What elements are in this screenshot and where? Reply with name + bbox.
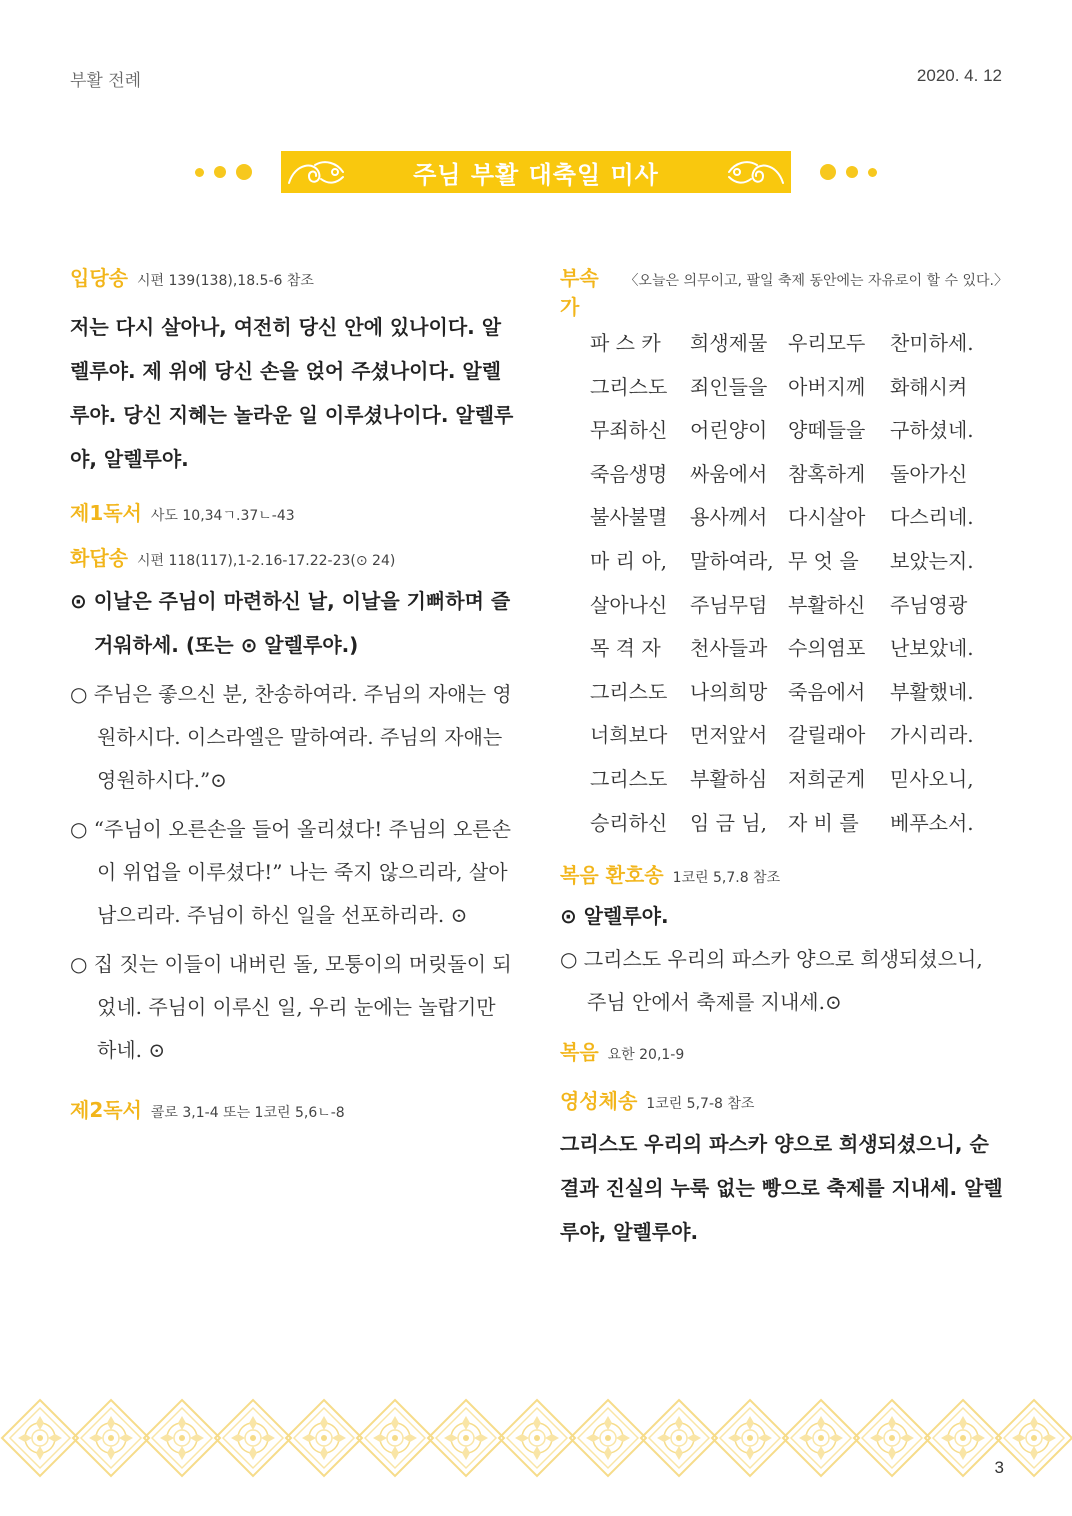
sequence-phrase: 난보았네. xyxy=(890,636,974,661)
sequence-heading xyxy=(560,262,1008,320)
pattern-tile xyxy=(73,1400,149,1476)
sequence-line xyxy=(560,584,1008,628)
section-reference: 사도 10,34ㄱ.37ㄴ-43 xyxy=(150,508,295,524)
sequence-line xyxy=(560,322,1008,366)
banner-dots-right xyxy=(820,150,877,194)
section-title: 화답송 xyxy=(70,546,128,570)
psalm-response: ⊙ 이날은 주님이 마련하신 날, 이날을 기뻐하며 즐거워하세. (또는 ⊙ 알렐루야.) xyxy=(70,589,511,657)
psalm-verse: ○ 집 짓는 이들이 내버린 돌, 모퉁이의 머릿돌이 되었네. 주님이 이루신 일, 우리 눈에는 놀랍기만 하네. ⊙ xyxy=(70,952,512,1062)
decorative-pattern-band xyxy=(0,1398,1072,1478)
sequence-phrase: 자 비 를 xyxy=(788,810,859,835)
pattern-tile xyxy=(144,1400,220,1476)
sequence-phrase: 그리스도 xyxy=(590,766,668,791)
sequence-phrase: 베푸소서. xyxy=(890,810,974,835)
pattern-tile xyxy=(925,1400,1001,1476)
sequence-phrase: 천사들과 xyxy=(690,636,768,661)
sequence-phrase: 부활하심 xyxy=(690,766,768,791)
psalm-heading xyxy=(70,542,520,571)
entrance-antiphon-heading xyxy=(70,262,520,291)
sequence-phrase: 주님영광 xyxy=(890,592,968,617)
section-title: 제1독서 xyxy=(70,501,142,525)
page-number: 3 xyxy=(994,1458,1004,1477)
sequence-phrase: 희생제물 xyxy=(690,331,768,355)
acclamation-response: ⊙ 알렐루야. xyxy=(560,904,669,929)
communion-antiphon-text: 그리스도 우리의 파스카 양으로 희생되셨으니, 순결과 진실의 누룩 없는 빵으로 축제를 지내세. 알렐루야, 알렐루야. xyxy=(560,1132,1003,1245)
sequence-phrase: 찬미하세. xyxy=(890,331,974,355)
section-reference: 1코린 5,7.8 참조 xyxy=(672,870,781,887)
sequence-phrase: 양떼들을 xyxy=(788,418,866,443)
banner-title-box xyxy=(281,151,791,193)
sequence-line xyxy=(560,366,1008,410)
acclamation-verse: ○ 그리스도 우리의 파스카 양으로 희생되셨으니, 주님 안에서 축제를 지내세.⊙ xyxy=(560,947,983,1015)
gospel-acclamation-heading xyxy=(560,859,1008,888)
pattern-tile xyxy=(996,1400,1072,1476)
sequence-phrase: 주님무덤 xyxy=(690,592,768,617)
sequence-line xyxy=(560,453,1008,497)
sequence-phrase: 화해시켜 xyxy=(890,374,968,399)
first-reading-heading xyxy=(70,497,520,526)
pattern-tile xyxy=(286,1400,362,1476)
sequence-line xyxy=(560,409,1008,453)
section-title: 입당송 xyxy=(70,266,128,290)
sequence-phrase: 가시리라. xyxy=(890,723,974,748)
sequence-phrase: 부활하신 xyxy=(788,592,866,617)
sequence-phrase: 다스리네. xyxy=(890,505,974,530)
sequence-phrase: 그리스도 xyxy=(590,374,668,399)
sequence-phrase: 돌아가신 xyxy=(890,461,968,486)
communion-antiphon-heading xyxy=(560,1085,1008,1114)
sequence-phrase: 우리모두 xyxy=(788,331,866,355)
section-title: 영성체송 xyxy=(560,1089,638,1114)
section-reference: 요한 20,1-9 xyxy=(607,1047,685,1064)
pattern-tile xyxy=(215,1400,291,1476)
banner-title: 주님 부활 대축일 미사 xyxy=(413,160,659,189)
pattern-tile xyxy=(712,1400,788,1476)
pattern-tile xyxy=(783,1400,859,1476)
pattern-tile xyxy=(641,1400,717,1476)
section-title: 부속가 xyxy=(560,266,599,319)
sequence-phrase: 파 스 카 xyxy=(590,331,661,355)
section-title: 제2독서 xyxy=(70,1098,142,1122)
running-header-date: 2020. 4. 12 xyxy=(916,66,1002,85)
sequence-phrase: 그리스도 xyxy=(590,679,668,704)
section-reference: 〈오늘은 의무이고, 팔일 축제 동안에는 자유로이 할 수 있다.〉 xyxy=(624,273,1008,289)
sequence-phrase: 승리하신 xyxy=(590,810,668,835)
sequence-phrase: 말하여라, xyxy=(690,548,774,573)
entrance-antiphon-text: 저는 다시 살아나, 여전히 당신 안에 있나이다. 알렐루야. 제 위에 당신 손을 얹어 주셨나이다. 알렐루야. 당신 지혜는 놀라운 일 이루셨나이다. 알렐루야, 알렐루야. xyxy=(70,315,514,471)
sequence-phrase: 죽음에서 xyxy=(788,679,866,704)
sequence-phrase: 먼저앞서 xyxy=(690,723,768,748)
left-column xyxy=(70,262,520,1137)
sequence-phrase: 죄인들을 xyxy=(690,374,768,399)
sequence-line xyxy=(560,758,1008,802)
sequence-phrase: 용사께서 xyxy=(690,505,768,530)
sequence-phrase: 다시살아 xyxy=(788,505,866,530)
pattern-tile xyxy=(357,1400,433,1476)
sequence-phrase: 갈릴래아 xyxy=(788,723,866,748)
sequence-phrase: 무 엇 을 xyxy=(788,548,859,573)
sequence-phrase: 죽음생명 xyxy=(590,461,668,486)
sequence-phrase: 참혹하게 xyxy=(788,461,866,486)
sequence-line xyxy=(560,496,1008,540)
pattern-tile xyxy=(570,1400,646,1476)
gospel-heading xyxy=(560,1036,1008,1065)
sequence-hymn xyxy=(560,322,1008,845)
running-header-title: 부활 전례 xyxy=(70,71,142,91)
right-column xyxy=(560,262,1008,1270)
sequence-phrase: 나의희망 xyxy=(690,679,768,704)
sequence-phrase: 수의염포 xyxy=(788,636,866,661)
section-title: 복음 xyxy=(560,1040,599,1065)
pattern-tile xyxy=(854,1400,930,1476)
sequence-phrase: 구하셨네. xyxy=(890,418,974,443)
sequence-phrase: 목 격 자 xyxy=(590,636,661,661)
section-reference: 시편 139(138),18.5-6 참조 xyxy=(136,273,314,289)
flourish-right-icon xyxy=(725,157,787,187)
section-reference: 1코린 5,7-8 참조 xyxy=(646,1096,755,1113)
sequence-line xyxy=(560,627,1008,671)
sequence-phrase: 싸움에서 xyxy=(690,461,768,486)
psalm-verse: ○ “주님이 오른손을 들어 올리셨다! 주님의 오른손이 위업을 이루셨다!” 나는 죽지 않으리라, 살아남으리라. 주님이 하신 일을 선포하리라. ⊙ xyxy=(70,817,511,927)
section-title: 복음 환호송 xyxy=(560,863,664,888)
sequence-phrase: 부활했네. xyxy=(890,679,974,704)
banner-dots-left xyxy=(195,150,252,194)
pattern-tile xyxy=(428,1400,504,1476)
sequence-phrase: 살아나신 xyxy=(590,592,668,617)
sequence-phrase: 너희보다 xyxy=(590,723,668,748)
sequence-line xyxy=(560,802,1008,846)
sequence-phrase: 어린양이 xyxy=(690,418,768,443)
sequence-phrase: 보았는지. xyxy=(890,548,974,573)
psalm-verse: ○ 주님은 좋으신 분, 찬송하여라. 주님의 자애는 영원하시다. 이스라엘은 말하여라. 주님의 자애는 영원하시다.”⊙ xyxy=(70,682,512,792)
sequence-phrase: 불사불멸 xyxy=(590,505,668,530)
sequence-phrase: 저희굳게 xyxy=(788,766,866,791)
title-banner xyxy=(195,150,877,194)
pattern-tile xyxy=(499,1400,575,1476)
sequence-phrase: 임 금 님, xyxy=(690,810,768,835)
sequence-line xyxy=(560,540,1008,584)
sequence-line xyxy=(560,671,1008,715)
second-reading-heading xyxy=(70,1094,520,1123)
sequence-phrase: 아버지께 xyxy=(788,374,866,399)
flourish-left-icon xyxy=(285,157,347,187)
sequence-phrase: 마 리 아, xyxy=(590,548,668,573)
sequence-phrase: 믿사오니, xyxy=(890,766,974,791)
section-reference: 시편 118(117),1-2.16-17.22-23(⊙ 24) xyxy=(136,553,396,569)
sequence-phrase: 무죄하신 xyxy=(590,418,668,443)
sequence-line xyxy=(560,714,1008,758)
section-reference: 콜로 3,1-4 또는 1코린 5,6ㄴ-8 xyxy=(150,1105,345,1121)
pattern-tile xyxy=(2,1400,78,1476)
